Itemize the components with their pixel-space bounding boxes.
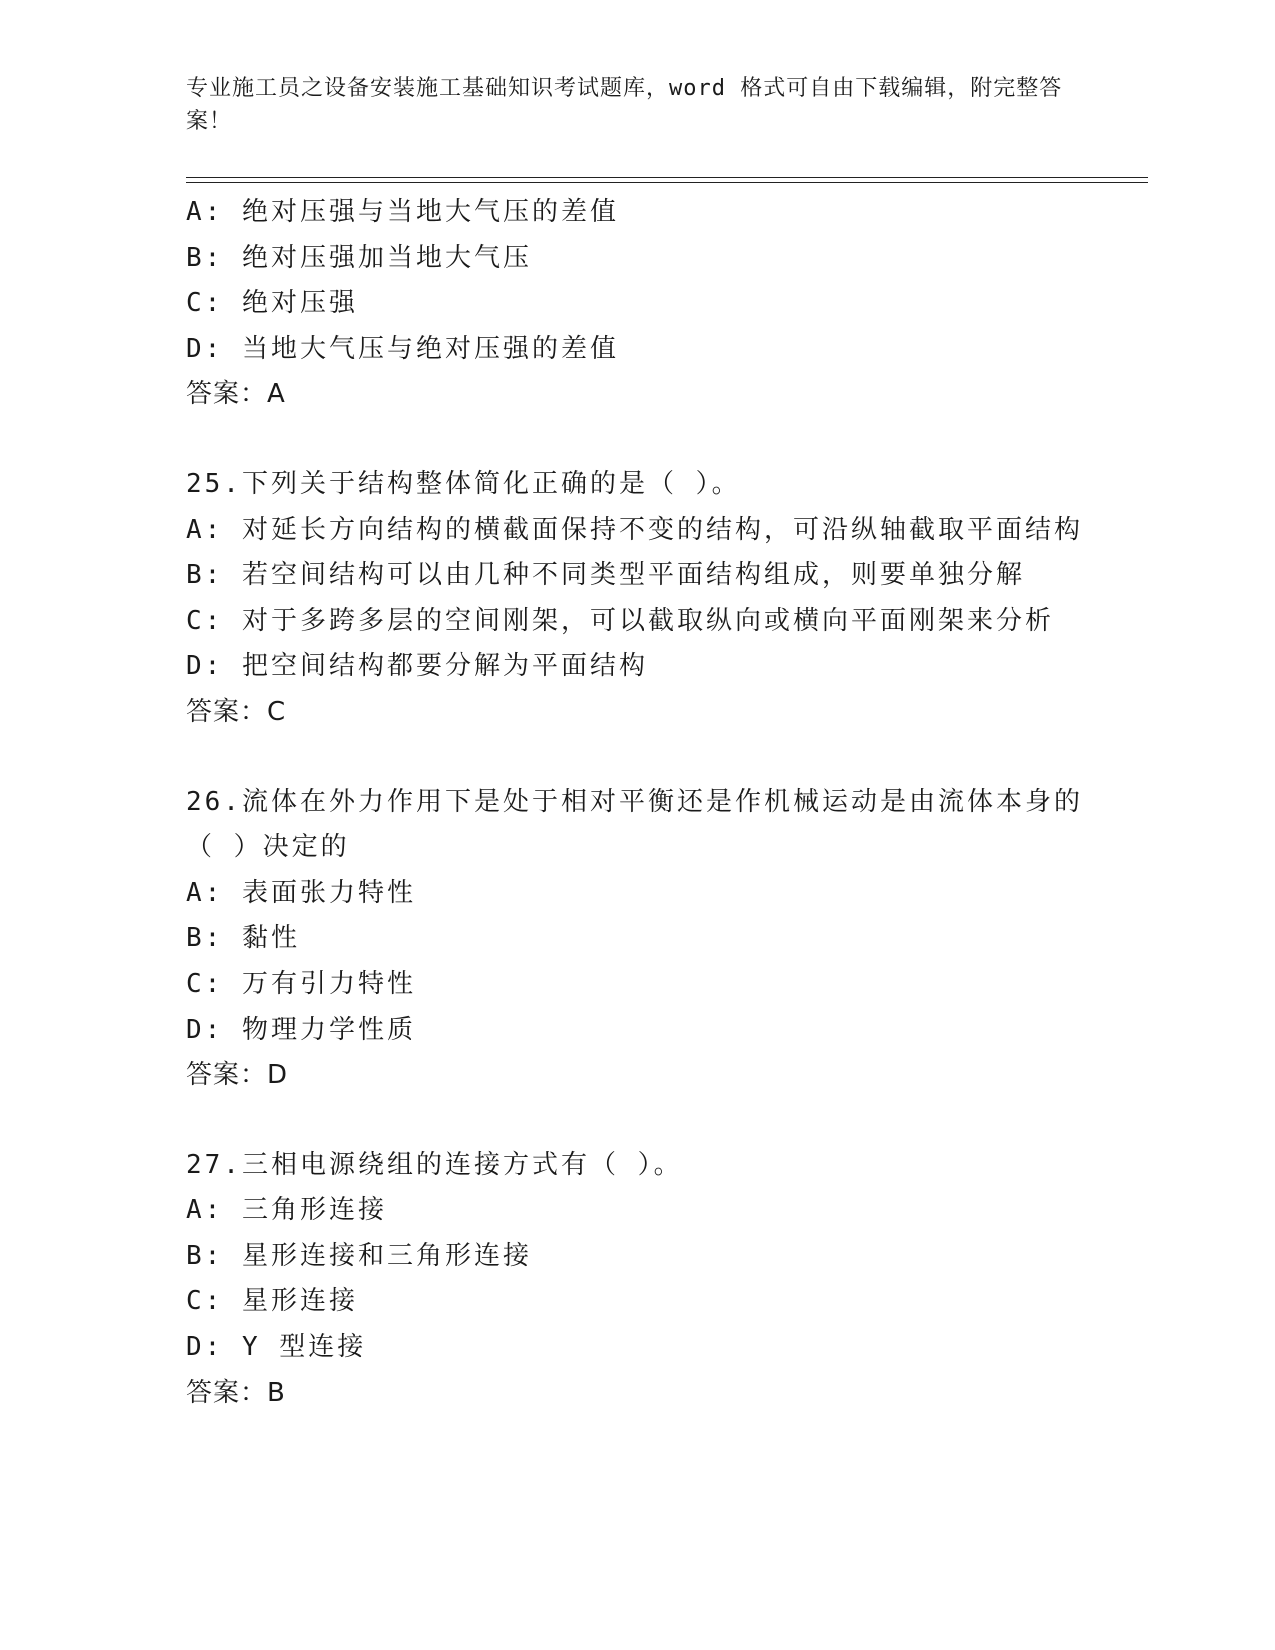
option-a: A: 表面张力特性 bbox=[186, 877, 416, 908]
answer: 答案：B bbox=[186, 1377, 286, 1408]
question-26 bbox=[186, 780, 1146, 1099]
answer: 答案：A bbox=[186, 379, 286, 410]
document-header: 专业施工员之设备安装施工基础知识考试题库，word 格式可自由下载编辑，附完整答案！ bbox=[186, 76, 1063, 134]
option-c: C: 星形连接 bbox=[186, 1286, 358, 1317]
answer: 答案：C bbox=[186, 696, 287, 727]
option-c: C: 绝对压强 bbox=[186, 288, 358, 319]
option-d: D: 物理力学性质 bbox=[186, 1014, 416, 1045]
question-stem: 27.三相电源绕组的连接方式有（ ）。 bbox=[186, 1149, 683, 1180]
option-b: B: 若空间结构可以由几种不同类型平面结构组成，则要单独分解 bbox=[186, 560, 1025, 591]
option-d: D: 把空间结构都要分解为平面结构 bbox=[186, 651, 648, 682]
spacer bbox=[186, 418, 1146, 462]
header-divider-top bbox=[186, 177, 1148, 178]
spacer bbox=[186, 1099, 1146, 1143]
option-d: D: Y 型连接 bbox=[186, 1332, 367, 1363]
question-stem-continued: （ ）决定的 bbox=[186, 832, 350, 863]
question-list bbox=[186, 190, 1146, 1416]
option-b: B: 绝对压强加当地大气压 bbox=[186, 242, 532, 273]
question-stem: 26.流体在外力作用下是处于相对平衡还是作机械运动是由流体本身的 bbox=[186, 786, 1083, 817]
spacer bbox=[186, 736, 1146, 780]
option-a: A: 对延长方向结构的横截面保持不变的结构，可沿纵轴截取平面结构 bbox=[186, 514, 1083, 545]
option-a: A: 三角形连接 bbox=[186, 1195, 387, 1226]
option-d: D: 当地大气压与绝对压强的差值 bbox=[186, 333, 619, 364]
question-25 bbox=[186, 462, 1146, 736]
answer: 答案：D bbox=[186, 1060, 289, 1091]
option-c: C: 万有引力特性 bbox=[186, 968, 416, 999]
option-b: B: 星形连接和三角形连接 bbox=[186, 1240, 532, 1271]
question-24 bbox=[186, 190, 1146, 418]
option-a: A: 绝对压强与当地大气压的差值 bbox=[186, 197, 619, 227]
option-c: C: 对于多跨多层的空间刚架，可以截取纵向或横向平面刚架来分析 bbox=[186, 605, 1054, 636]
question-27 bbox=[186, 1143, 1146, 1417]
option-b: B: 黏性 bbox=[186, 923, 300, 954]
header-divider-bottom bbox=[186, 182, 1148, 183]
question-stem: 25.下列关于结构整体简化正确的是（ ）。 bbox=[186, 468, 741, 499]
